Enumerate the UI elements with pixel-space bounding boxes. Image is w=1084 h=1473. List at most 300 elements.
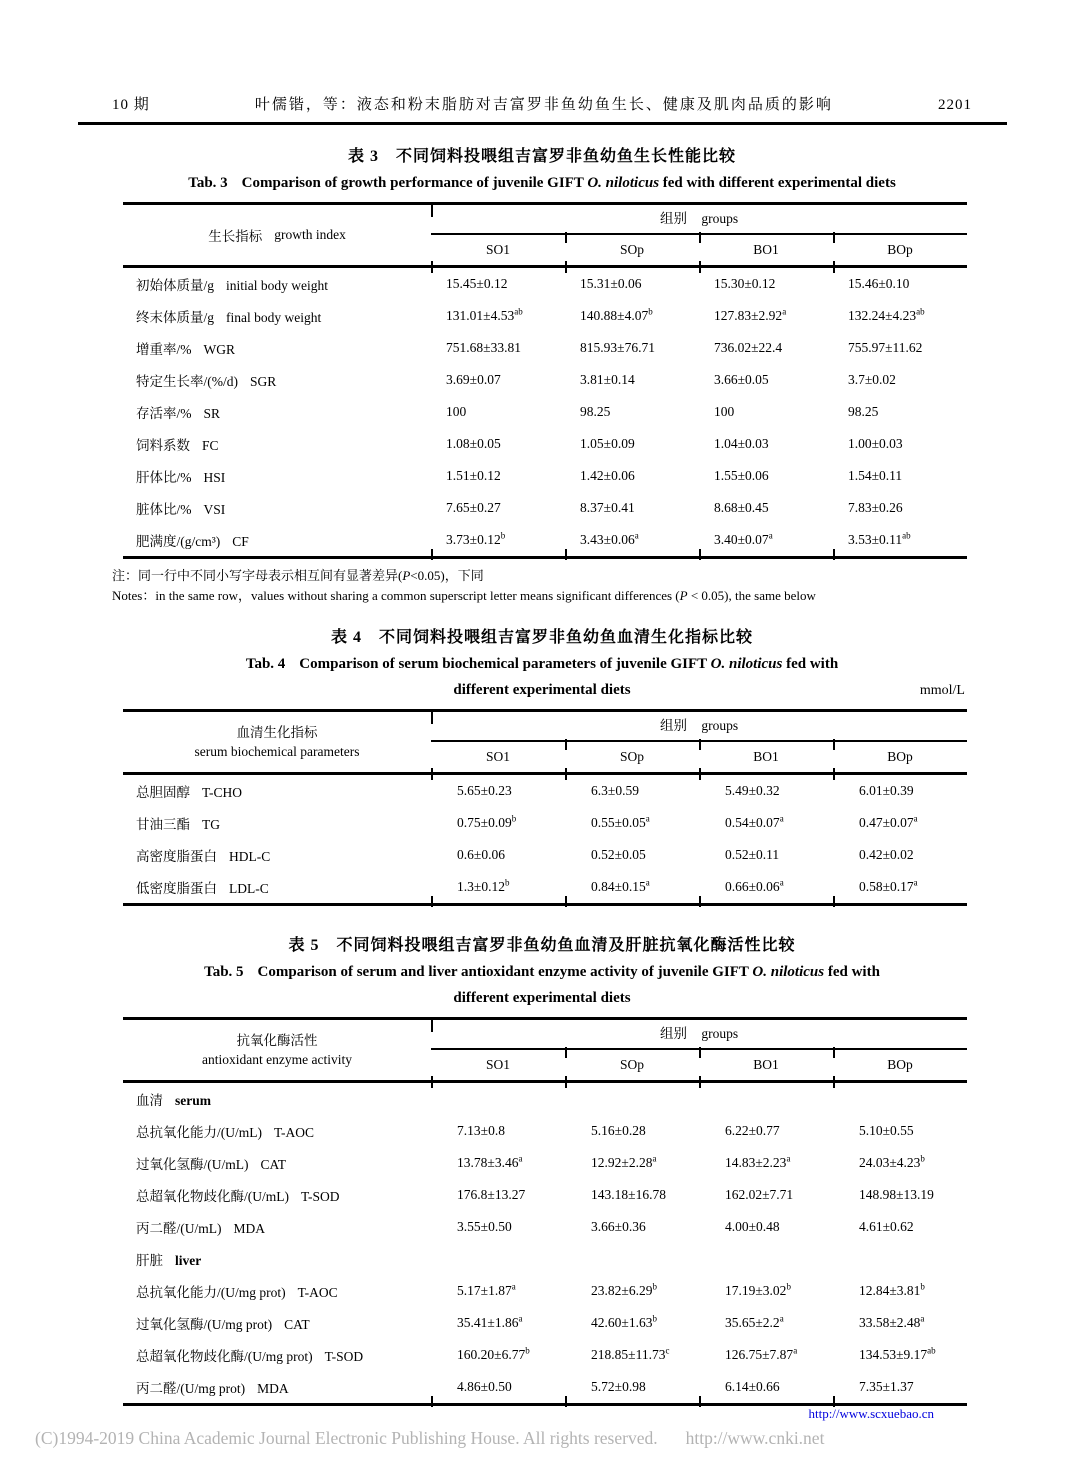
significance-superscript: b bbox=[525, 1345, 530, 1356]
significance-superscript: b bbox=[652, 1281, 657, 1292]
value-cell: 3.66±0.05 bbox=[714, 372, 769, 387]
row-label-en: HDL-C bbox=[229, 849, 271, 864]
table3-stub-header bbox=[123, 205, 431, 265]
row-label-zh: 总抗氧化能力/(U/mg prot) bbox=[136, 1285, 286, 1300]
column-tick bbox=[833, 896, 835, 907]
value-cell: 12.92±2.28$^a$ bbox=[591, 1153, 657, 1170]
significance-superscript: a bbox=[779, 813, 784, 824]
column-tick bbox=[699, 1396, 701, 1407]
value-cell: 6.01±0.39 bbox=[859, 783, 914, 798]
row-label-en: MDA bbox=[257, 1381, 289, 1396]
column-tick bbox=[431, 1076, 433, 1088]
row-label bbox=[123, 877, 431, 897]
value-cell: 0.47±0.07$^a$ bbox=[859, 813, 918, 830]
table-row bbox=[123, 428, 967, 460]
value-cell: 140.88±4.07$^b$ bbox=[580, 306, 653, 323]
table-row bbox=[123, 1307, 967, 1339]
significance-superscript: ab bbox=[916, 306, 925, 317]
species-name: O. niloticus bbox=[587, 175, 660, 191]
row-label bbox=[123, 1153, 431, 1173]
significance-superscript: a bbox=[913, 877, 918, 888]
table-row bbox=[123, 492, 967, 524]
column-tick bbox=[431, 549, 433, 560]
running-head bbox=[112, 93, 972, 114]
column-header-BOp: BOp bbox=[887, 749, 913, 764]
value-cell: 5.65±0.23 bbox=[457, 783, 512, 798]
row-label bbox=[123, 1089, 431, 1109]
row-label-en: CAT bbox=[260, 1157, 287, 1172]
significance-superscript: b bbox=[786, 1281, 791, 1292]
value-cell: 3.53±0.11$^{ab}$ bbox=[848, 530, 911, 547]
value-cell: 0.52±0.05 bbox=[591, 847, 646, 862]
significance-superscript: a bbox=[768, 530, 773, 541]
value-cell: 1.08±0.05 bbox=[446, 436, 501, 451]
note-text: <0.05)，下同 bbox=[410, 568, 484, 583]
column-tick bbox=[833, 768, 835, 780]
value-cell: 6.14±0.66 bbox=[725, 1379, 780, 1394]
row-label-en: FC bbox=[202, 438, 219, 453]
stub-label-en: antioxidant enzyme activity bbox=[202, 1052, 352, 1067]
value-cell: 5.17±1.87$^a$ bbox=[457, 1281, 516, 1298]
note-en bbox=[112, 586, 994, 606]
value-cell: 131.01±4.53$^{ab}$ bbox=[446, 306, 523, 323]
value-cell: 751.68±33.81 bbox=[446, 340, 521, 355]
significance-superscript: ab bbox=[927, 1345, 936, 1356]
table-section-row bbox=[123, 1243, 967, 1275]
column-header-SOp: SOp bbox=[620, 242, 645, 257]
stub-label-zh: 抗氧化酶活性 bbox=[236, 1033, 318, 1048]
table-row bbox=[123, 839, 967, 871]
row-label-en: SGR bbox=[250, 374, 277, 389]
value-cell: 0.52±0.11 bbox=[725, 847, 780, 862]
table4-body bbox=[123, 775, 967, 903]
table-row bbox=[123, 268, 967, 300]
table5-caption-en-label: Tab. 5 bbox=[204, 964, 244, 980]
row-label-en: HSI bbox=[203, 470, 226, 485]
row-label bbox=[123, 370, 431, 390]
significance-superscript: a bbox=[645, 813, 650, 824]
running-title: 叶儒锴，等：液态和粉末脂肪对吉富罗非鱼幼鱼生长、健康及肌肉品质的影响 bbox=[254, 97, 833, 113]
column-tick bbox=[699, 768, 701, 780]
table-row bbox=[123, 775, 967, 807]
value-cell: 23.82±6.29$^b$ bbox=[591, 1281, 657, 1298]
value-cell: 1.05±0.09 bbox=[580, 436, 635, 451]
row-label bbox=[123, 1345, 431, 1365]
copyright-watermark bbox=[35, 1428, 824, 1449]
row-label-zh: 甘油三酯 bbox=[136, 817, 190, 832]
value-cell: 5.72±0.98 bbox=[591, 1379, 646, 1394]
table-row bbox=[123, 300, 967, 332]
row-label-zh: 肝体比/% bbox=[136, 470, 192, 485]
column-tick bbox=[699, 1076, 701, 1088]
value-cell: 132.24±4.23$^{ab}$ bbox=[848, 306, 925, 323]
value-cell: 7.65±0.27 bbox=[446, 500, 501, 515]
table3-caption-en bbox=[0, 175, 1084, 192]
row-label-en: LDL-C bbox=[229, 881, 269, 896]
value-cell: 0.42±0.02 bbox=[859, 847, 914, 862]
row-label-zh: 过氧化氢酶/(U/mL) bbox=[136, 1157, 249, 1172]
table-row bbox=[123, 1115, 967, 1147]
column-tick bbox=[431, 768, 433, 780]
table4-caption-en-label: Tab. 4 bbox=[245, 656, 286, 672]
value-cell: 5.10±0.55 bbox=[859, 1123, 914, 1138]
copyright-text: (C)1994-2019 China Academic Journal Electronic Publishing House. All rights reserved. bbox=[35, 1428, 658, 1448]
row-label-zh: 高密度脂蛋白 bbox=[136, 849, 217, 864]
value-cell: 3.40±0.07$^a$ bbox=[714, 530, 773, 547]
groups-label-zh: 组别 bbox=[659, 211, 687, 226]
row-label-zh: 特定生长率/(%/d) bbox=[136, 374, 238, 389]
column-tick bbox=[699, 896, 701, 907]
table3-caption-en-label: Tab. 3 bbox=[188, 175, 228, 191]
row-label-en: T-AOC bbox=[297, 1285, 338, 1300]
journal-url-link[interactable]: http://www.scxuebao.cn bbox=[808, 1406, 934, 1421]
table3-body bbox=[123, 268, 967, 556]
groups-label-zh: 组别 bbox=[659, 718, 687, 733]
column-tick bbox=[431, 1396, 433, 1407]
table-row bbox=[123, 460, 967, 492]
table3-caption-zh: 表 3 不同饲料投喂组吉富罗非鱼幼鱼生长性能比较 bbox=[347, 148, 736, 165]
significance-superscript: b bbox=[920, 1153, 925, 1164]
table-row bbox=[123, 1275, 967, 1307]
row-label-zh: 终末体质量/g bbox=[136, 310, 215, 325]
table3-header bbox=[123, 205, 967, 268]
column-header-SO1: SO1 bbox=[486, 749, 511, 764]
value-cell: 3.69±0.07 bbox=[446, 372, 501, 387]
value-cell: 3.73±0.12$^b$ bbox=[446, 530, 506, 547]
row-label-zh: 饲料系数 bbox=[136, 438, 190, 453]
significance-superscript: a bbox=[518, 1153, 523, 1164]
value-cell: 5.49±0.32 bbox=[725, 783, 780, 798]
caption-text: fed with bbox=[782, 656, 839, 672]
row-label bbox=[123, 1377, 431, 1397]
value-cell: 0.55±0.05$^a$ bbox=[591, 813, 650, 830]
cnki-url-text: http://www.cnki.net bbox=[685, 1428, 825, 1448]
value-cell: 0.84±0.15$^a$ bbox=[591, 877, 650, 894]
significance-superscript: ab bbox=[902, 530, 911, 541]
value-cell: 100 bbox=[714, 404, 735, 419]
value-cell: 4.86±0.50 bbox=[457, 1379, 512, 1394]
row-label bbox=[123, 813, 431, 833]
column-header-SOp: SOp bbox=[620, 749, 645, 764]
significance-superscript: b bbox=[652, 1313, 657, 1324]
stub-label-en: serum biochemical parameters bbox=[194, 744, 360, 759]
caption-text: Comparison of growth performance of juvenile GIFT bbox=[241, 175, 588, 191]
value-cell: 17.19±3.02$^b$ bbox=[725, 1281, 791, 1298]
value-cell: 0.75±0.09$^b$ bbox=[457, 813, 517, 830]
table5-header bbox=[123, 1020, 967, 1083]
value-cell: 15.31±0.06 bbox=[580, 276, 642, 291]
column-tick bbox=[565, 261, 567, 273]
groups-label bbox=[431, 712, 967, 742]
value-cell: 3.55±0.50 bbox=[457, 1219, 512, 1234]
table-row bbox=[123, 524, 967, 556]
row-label-en: CAT bbox=[284, 1317, 310, 1332]
table-row bbox=[123, 807, 967, 839]
row-label bbox=[123, 274, 431, 294]
groups-label bbox=[431, 1020, 967, 1050]
column-tick bbox=[699, 549, 701, 560]
column-header-SOp: SOp bbox=[620, 1057, 645, 1072]
value-cell: 8.68±0.45 bbox=[714, 500, 769, 515]
row-label-en: T-SOD bbox=[324, 1349, 364, 1364]
value-cell: 127.83±2.92$^a$ bbox=[714, 306, 787, 323]
column-tick bbox=[565, 768, 567, 780]
significance-superscript: a bbox=[779, 1313, 784, 1324]
table5-stub-header bbox=[123, 1020, 431, 1080]
row-label bbox=[123, 1313, 431, 1333]
value-cell: 0.58±0.17$^a$ bbox=[859, 877, 918, 894]
column-header-BO1: BO1 bbox=[753, 749, 779, 764]
significance-superscript: b bbox=[511, 813, 517, 824]
column-tick bbox=[699, 1047, 701, 1058]
note-text: Notes：in the same row，values without sharing a common superscript letter means significant differences ( bbox=[112, 588, 680, 603]
significance-superscript: b bbox=[648, 306, 653, 317]
row-label-en: T-CHO bbox=[202, 785, 243, 800]
row-label-zh: 总超氧化物歧化酶/(U/mL) bbox=[136, 1189, 289, 1204]
column-tick bbox=[565, 1076, 567, 1088]
caption-text: different experimental diets bbox=[453, 682, 631, 698]
table-row bbox=[123, 396, 967, 428]
row-label-en: final body weight bbox=[226, 310, 322, 325]
note-zh bbox=[112, 566, 994, 586]
table5-body bbox=[123, 1083, 967, 1403]
row-label bbox=[123, 498, 431, 518]
row-label bbox=[123, 1121, 431, 1141]
value-cell: 8.37±0.41 bbox=[580, 500, 635, 515]
value-cell: 1.55±0.06 bbox=[714, 468, 769, 483]
table-row bbox=[123, 1179, 967, 1211]
value-cell: 218.85±11.73$^c$ bbox=[591, 1345, 670, 1362]
caption-text: different experimental diets bbox=[453, 990, 631, 1006]
note-text: < 0.05), the same below bbox=[687, 588, 816, 603]
significance-superscript: ab bbox=[514, 306, 523, 317]
table4-caption-en bbox=[0, 656, 1084, 673]
serum-biochemical-table bbox=[123, 709, 967, 906]
value-cell: 33.58±2.48$^a$ bbox=[859, 1313, 925, 1330]
significance-superscript: a bbox=[511, 1281, 516, 1292]
caption-text: fed with different experimental diets bbox=[659, 175, 896, 191]
significance-superscript: b bbox=[920, 1281, 925, 1292]
column-tick bbox=[565, 232, 567, 243]
significance-superscript: a bbox=[786, 1153, 791, 1164]
significance-superscript: c bbox=[665, 1345, 670, 1356]
column-tick bbox=[565, 896, 567, 907]
table-section-row bbox=[123, 1083, 967, 1115]
value-cell: 4.00±0.48 bbox=[725, 1219, 780, 1234]
value-cell: 6.3±0.59 bbox=[591, 783, 639, 798]
antioxidant-enzyme-table bbox=[123, 1017, 967, 1406]
value-cell: 1.42±0.06 bbox=[580, 468, 635, 483]
table-row bbox=[123, 1211, 967, 1243]
issue-number: 10 期 bbox=[112, 97, 150, 113]
table5-caption-zh: 表 5 不同饲料投喂组吉富罗非鱼幼鱼血清及肝脏抗氧化酶活性比较 bbox=[288, 937, 796, 954]
row-label bbox=[123, 1185, 431, 1205]
significance-superscript: a bbox=[913, 813, 918, 824]
table-row bbox=[123, 332, 967, 364]
groups-label-en: groups bbox=[701, 1026, 739, 1041]
column-tick bbox=[699, 232, 701, 243]
note-p-italic: P bbox=[402, 568, 411, 583]
row-label bbox=[123, 845, 431, 865]
column-header-BO1: BO1 bbox=[753, 242, 779, 257]
value-cell: 7.35±1.37 bbox=[859, 1379, 914, 1394]
significance-superscript: a bbox=[645, 877, 650, 888]
row-label bbox=[123, 1217, 431, 1237]
row-label bbox=[123, 434, 431, 454]
caption-text: Comparison of serum and liver antioxidant enzyme activity of juvenile GIFT bbox=[257, 964, 753, 980]
significance-superscript: b bbox=[504, 877, 510, 888]
value-cell: 5.16±0.28 bbox=[591, 1123, 646, 1138]
significance-superscript: a bbox=[518, 1313, 523, 1324]
value-cell: 4.61±0.62 bbox=[859, 1219, 914, 1234]
caption-text: fed with bbox=[824, 964, 880, 980]
significance-superscript: a bbox=[652, 1153, 657, 1164]
column-tick bbox=[431, 205, 433, 217]
value-cell: 3.43±0.06$^a$ bbox=[580, 530, 639, 547]
value-cell: 3.81±0.14 bbox=[580, 372, 635, 387]
value-cell: 0.6±0.06 bbox=[457, 847, 505, 862]
column-tick bbox=[833, 1047, 835, 1058]
value-cell: 0.54±0.07$^a$ bbox=[725, 813, 784, 830]
table-row bbox=[123, 1147, 967, 1179]
value-cell: 12.84±3.81$^b$ bbox=[859, 1281, 925, 1298]
row-label bbox=[123, 1281, 431, 1301]
row-label-en: CF bbox=[232, 534, 249, 549]
table-row bbox=[123, 1339, 967, 1371]
row-label-zh: 增重率/% bbox=[136, 342, 192, 357]
column-tick bbox=[431, 261, 433, 273]
row-label-en: serum bbox=[175, 1093, 211, 1108]
value-cell: 134.53±9.17$^{ab}$ bbox=[859, 1345, 936, 1362]
value-cell: 176.8±13.27 bbox=[457, 1187, 526, 1202]
row-label-zh: 总超氧化物歧化酶/(U/mg prot) bbox=[136, 1349, 313, 1364]
value-cell: 15.46±0.10 bbox=[848, 276, 910, 291]
row-label-zh: 总胆固醇 bbox=[136, 785, 190, 800]
stub-label-en: growth index bbox=[274, 227, 346, 242]
value-cell: 7.13±0.8 bbox=[457, 1123, 505, 1138]
value-cell: 1.54±0.11 bbox=[848, 468, 903, 483]
value-cell: 1.04±0.03 bbox=[714, 436, 769, 451]
table-notes bbox=[112, 566, 994, 606]
row-label bbox=[123, 1249, 431, 1269]
value-cell: 755.97±11.62 bbox=[848, 340, 923, 355]
note-text: 注：同一行中不同小写字母表示相互间有显著差异( bbox=[112, 568, 403, 583]
table4-caption-line2 bbox=[0, 682, 1084, 699]
column-tick bbox=[699, 739, 701, 750]
groups-label-zh: 组别 bbox=[659, 1026, 687, 1041]
row-label-en: VSI bbox=[203, 502, 226, 517]
row-label-zh: 初始体质量/g bbox=[136, 278, 215, 293]
row-label-zh: 丙二醛/(U/mL) bbox=[136, 1221, 222, 1236]
column-tick bbox=[699, 261, 701, 273]
page-number: 2201 bbox=[938, 97, 972, 113]
value-cell: 160.20±6.77$^b$ bbox=[457, 1345, 530, 1362]
column-header-BO1: BO1 bbox=[753, 1057, 779, 1072]
column-tick bbox=[431, 1020, 433, 1032]
table-row bbox=[123, 364, 967, 396]
column-tick bbox=[565, 1396, 567, 1407]
significance-superscript: a bbox=[782, 306, 787, 317]
row-label-zh: 血清 bbox=[136, 1093, 163, 1108]
value-cell: 1.00±0.03 bbox=[848, 436, 903, 451]
value-cell: 14.83±2.23$^a$ bbox=[725, 1153, 791, 1170]
row-label bbox=[123, 338, 431, 358]
groups-label-en: groups bbox=[701, 718, 739, 733]
row-label bbox=[123, 466, 431, 486]
column-header-SO1: SO1 bbox=[486, 1057, 511, 1072]
row-label-en: SR bbox=[203, 406, 221, 421]
value-cell: 3.7±0.02 bbox=[848, 372, 896, 387]
species-name: O. niloticus bbox=[752, 964, 825, 980]
value-cell: 1.51±0.12 bbox=[446, 468, 501, 483]
row-label-en: WGR bbox=[203, 342, 235, 357]
value-cell: 42.60±1.63$^b$ bbox=[591, 1313, 657, 1330]
significance-superscript: b bbox=[500, 530, 506, 541]
value-cell: 736.02±22.4 bbox=[714, 340, 783, 355]
table4-stub-header bbox=[123, 712, 431, 772]
stub-label-zh: 血清生化指标 bbox=[236, 725, 318, 740]
value-cell: 35.41±1.86$^a$ bbox=[457, 1313, 523, 1330]
row-label-zh: 过氧化氢酶/(U/mg prot) bbox=[136, 1317, 273, 1332]
value-cell: 126.75±7.87$^a$ bbox=[725, 1345, 798, 1362]
row-label-zh: 存活率/% bbox=[136, 406, 192, 421]
value-cell: 3.66±0.36 bbox=[591, 1219, 646, 1234]
row-label-zh: 肥满度/(g/cm³) bbox=[136, 534, 221, 549]
value-cell: 98.25 bbox=[580, 404, 611, 419]
column-tick bbox=[833, 1076, 835, 1088]
page-content bbox=[0, 125, 1084, 1406]
row-label-zh: 总抗氧化能力/(U/mL) bbox=[136, 1125, 262, 1140]
value-cell: 143.18±16.78 bbox=[591, 1187, 666, 1202]
table4-header bbox=[123, 712, 967, 775]
row-label-zh: 丙二醛/(U/mg prot) bbox=[136, 1381, 246, 1396]
column-tick bbox=[565, 549, 567, 560]
note-p-italic: P bbox=[679, 588, 688, 603]
value-cell: 0.66±0.06$^a$ bbox=[725, 877, 784, 894]
column-tick bbox=[565, 739, 567, 750]
groups-label-en: groups bbox=[701, 211, 739, 226]
row-label-en: T-AOC bbox=[274, 1125, 315, 1140]
row-label-zh: 肝脏 bbox=[136, 1253, 163, 1268]
column-tick bbox=[833, 261, 835, 273]
row-label bbox=[123, 530, 431, 550]
value-cell: 148.98±13.19 bbox=[859, 1187, 934, 1202]
row-label-en: TG bbox=[202, 817, 220, 832]
value-cell: 15.30±0.12 bbox=[714, 276, 776, 291]
row-label bbox=[123, 402, 431, 422]
value-cell: 24.03±4.23$^b$ bbox=[859, 1153, 925, 1170]
column-header-SO1: SO1 bbox=[486, 242, 511, 257]
table-row bbox=[123, 871, 967, 903]
value-cell: 13.78±3.46$^a$ bbox=[457, 1153, 523, 1170]
groups-label bbox=[431, 205, 967, 235]
significance-superscript: a bbox=[634, 530, 639, 541]
stub-label-zh: 生长指标 bbox=[208, 229, 263, 244]
row-label-en: initial body weight bbox=[226, 278, 329, 293]
column-header-BOp: BOp bbox=[887, 1057, 913, 1072]
column-tick bbox=[431, 712, 433, 724]
significance-superscript: a bbox=[779, 877, 784, 888]
row-label-en: MDA bbox=[233, 1221, 266, 1236]
value-cell: 98.25 bbox=[848, 404, 879, 419]
value-cell: 100 bbox=[446, 404, 467, 419]
column-tick bbox=[833, 549, 835, 560]
column-tick bbox=[431, 896, 433, 907]
table-row bbox=[123, 1371, 967, 1403]
significance-superscript: a bbox=[920, 1313, 925, 1324]
row-label-zh: 脏体比/% bbox=[136, 502, 192, 517]
column-tick bbox=[833, 739, 835, 750]
